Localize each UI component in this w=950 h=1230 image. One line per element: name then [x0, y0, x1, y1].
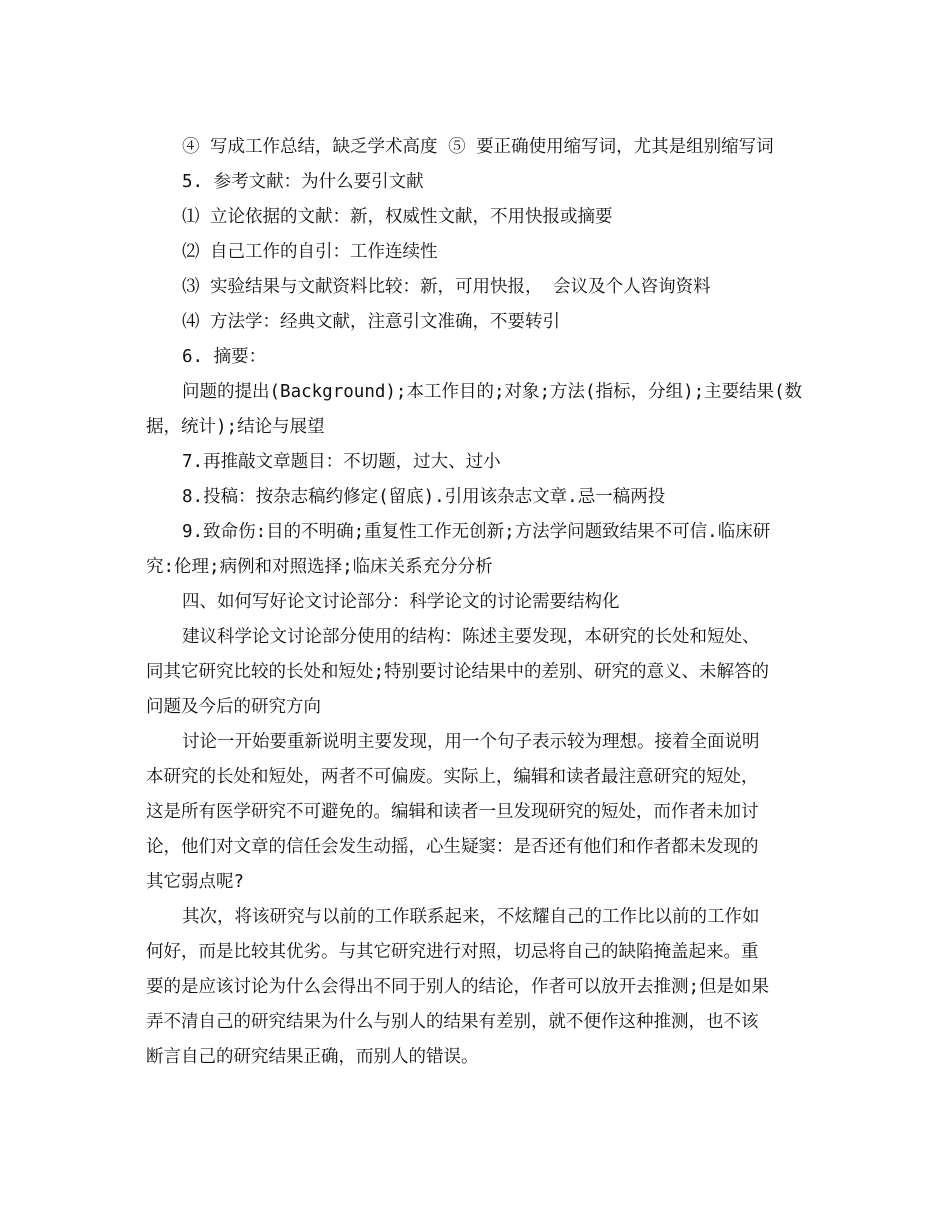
text-line: 弄不清自己的研究结果为什么与别人的结果有差别，就不便作这种推测，也不该 [146, 1012, 759, 1032]
text-line: ④ 写成工作总结，缺乏学术高度 ⑤ 要正确使用缩写词，尤其是组别缩写词 [182, 137, 774, 157]
list-item: ⑴ 立论依据的文献：新，权威性文献，不用快报或摘要 [182, 207, 613, 227]
list-item: ⑷ 方法学：经典文献，注意引文准确，不要转引 [182, 312, 561, 332]
text-line: 这是所有医学研究不可避免的。编辑和读者一旦发现研究的短处，而作者未加讨 [146, 802, 759, 822]
text-line: 本研究的长处和短处，两者不可偏废。实际上，编辑和读者最注意研究的短处， [146, 767, 759, 787]
text-line: 同其它研究比较的长处和短处;特别要讨论结果中的差别、研究的意义、未解答的 [146, 662, 770, 682]
text-line: 何好，而是比较其优劣。与其它研究进行对照，切忌将自己的缺陷掩盖起来。重 [146, 942, 759, 962]
section-heading: 四、如何写好论文讨论部分：科学论文的讨论需要结构化 [182, 592, 620, 612]
text-line: 问题及今后的研究方向 [146, 697, 321, 717]
section-heading: 5. 参考文献：为什么要引文献 [182, 172, 424, 192]
text-line: 8.投稿：按杂志稿约修定(留底).引用该杂志文章.忌一稿两投 [182, 487, 666, 507]
list-item: ⑵ 自己工作的自引：工作连续性 [182, 242, 438, 262]
text-line: 要的是应该讨论为什么会得出不同于别人的结论，作者可以放开去推测;但是如果 [146, 977, 770, 997]
list-item: ⑶ 实验结果与文献资料比较：新，可用快报， 会议及个人咨询资料 [182, 277, 711, 297]
text-line: 断言自己的研究结果正确，而别人的错误。 [146, 1047, 479, 1067]
text-line: 讨论一开始要重新说明主要发现，用一个句子表示较为理想。接着全面说明 [182, 732, 760, 752]
text-line: 其它弱点呢? [146, 872, 245, 892]
document-body [146, 130, 811, 1075]
text-line: 论，他们对文章的信任会发生动摇，心生疑窦：是否还有他们和作者都未发现的 [146, 837, 759, 857]
text-line: 建议科学论文讨论部分使用的结构：陈述主要发现，本研究的长处和短处、 [182, 627, 760, 647]
text-line: 据，统计);结论与展望 [146, 417, 325, 437]
text-line: 究:伦理;病例和对照选择;临床关系充分分析 [146, 557, 493, 577]
text-line: 9.致命伤:目的不明确;重复性工作无创新;方法学问题致结果不可信.临床研 [182, 522, 771, 542]
text-line: 其次，将该研究与以前的工作联系起来，不炫耀自己的工作比以前的工作如 [182, 907, 760, 927]
text-line: 问题的提出(Background);本工作目的;对象;方法(指标，分组);主要结果(数 [182, 382, 803, 402]
section-heading: 6. 摘要： [182, 347, 267, 367]
text-line: 7.再推敲文章题目：不切题，过大、过小 [182, 452, 501, 472]
